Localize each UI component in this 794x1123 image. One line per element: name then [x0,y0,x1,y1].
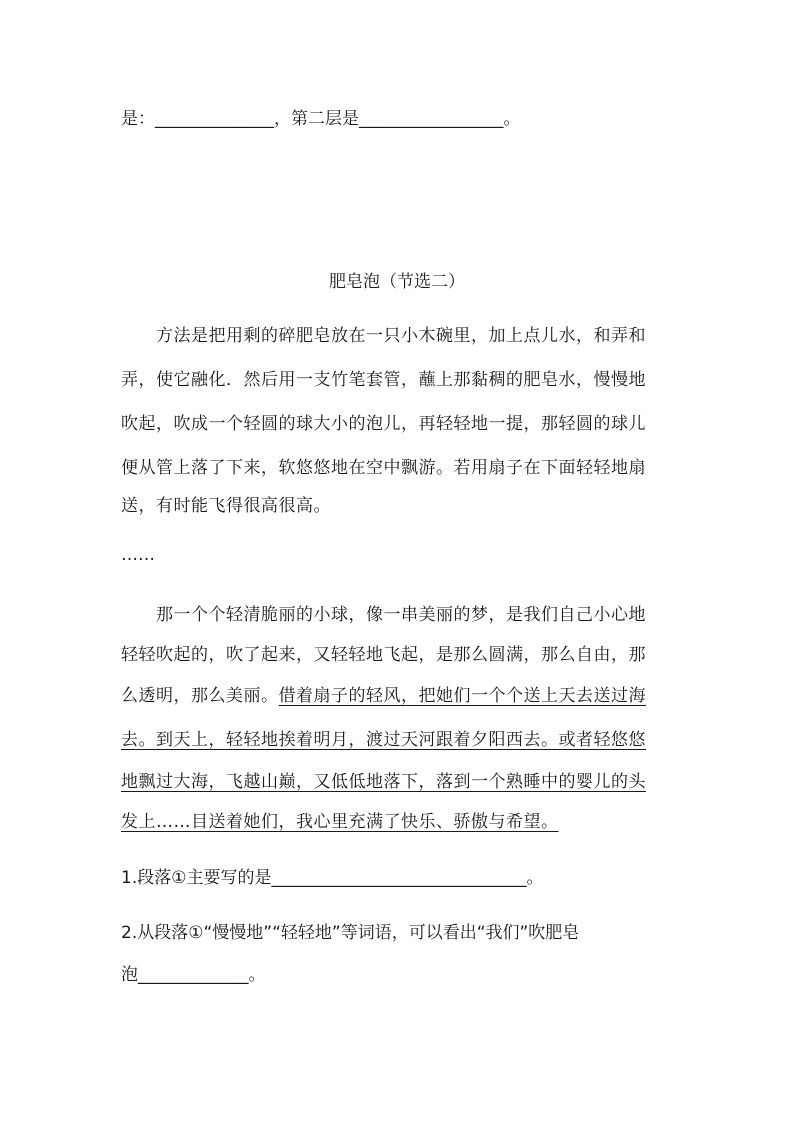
ellipsis: …… [121,545,155,565]
paragraph-2-line-3 [121,686,681,706]
paragraph-2-line-3-plain: 么透明，那么美丽。 [121,686,279,706]
paragraph-2-line-5: 地飘过大海，飞越山巅，又低低地落下，落到一个熟睡中的婴儿的头 [121,772,646,792]
paragraph-1-line-1: 方法是把用剩的碎肥皂放在一只小木碗里，加上点儿水，和弄和 [121,326,646,346]
question-1: 1.段落①主要写的是______________________________。 [121,868,544,888]
paragraph-2-line-4: 去。到天上，轻轻地挨着明月，渡过天河跟着夕阳西去。或者轻悠悠 [121,730,646,750]
passage-title: 肥皂泡（节选二） [329,272,465,292]
paragraph-2-line-2: 轻轻吹起的，吹了起来，又轻轻地飞起，是那么圆满，那么自由，那 [121,645,646,665]
paragraph-1-line-4: 便从管上落了下来，软悠悠地在空中飘游。若用扇子在下面轻轻地扇 [121,458,646,478]
paragraph-2-line-6: 发上……目送着她们，我心里充满了快乐、骄傲与希望。 [121,812,559,832]
question-2-line-1: 2.从段落①“慢慢地”“轻轻地”等词语，可以看出“我们”吹肥皂 [121,923,580,943]
intro-line: 是：______________，第二层是_________________。 [121,109,521,129]
paragraph-1-line-3: 吹起，吹成一个轻圆的球大小的泡儿，再轻轻地一提，那轻圆的球儿 [121,414,646,434]
underlined-sentence-start: 借着扇子的轻风，把她们一个个送上天去送过海 [278,686,646,706]
paragraph-1-line-5: 送，有时能飞得很高很高。 [121,496,331,516]
question-2-line-2: 泡_____________。 [121,965,266,985]
paragraph-2-line-1: 那一个个轻清脆丽的小球，像一串美丽的梦，是我们自己小心地 [121,605,646,625]
paragraph-1-line-2: 弄，使它融化．然后用一支竹笔套管，蘸上那黏稠的肥皂水，慢慢地 [121,370,646,390]
